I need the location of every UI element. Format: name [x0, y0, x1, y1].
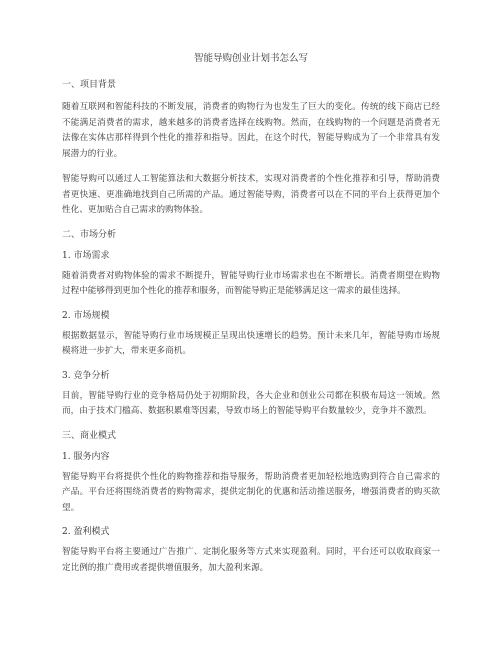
paragraph: 随着消费者对购物体验的需求不断提升，智能导购行业市场需求也在不断增长。消费者期望在购物过程中能够得到更加个性化的推荐和服务，而智能导购正是能够满足这一需求的最佳选择。	[62, 270, 440, 296]
subheading-competition: 3. 竞争分析	[62, 370, 110, 381]
section-heading-background: 一、项目背景	[62, 80, 117, 90]
paragraph: 智能导购可以通过人工智能算法和大数据分析技术，实现对消费者的个性化推荐和引导，帮助消费者更快速、更准确地找到自己所需的产品。通过智能导购，消费者可以在不同的平台上获得更加个性化、更加贴合自己需求的购物体验。	[62, 174, 440, 215]
subheading-market-size: 2. 市场规模	[62, 310, 110, 321]
section-heading-business-model: 三、商业模式	[62, 430, 117, 441]
document-title: 智能导购创业计划书怎么写	[193, 53, 308, 64]
paragraph: 随着互联网和智能科技的不断发展，消费者的购物行为也发生了巨大的变化。传统的线下商店已经不能满足消费者的需求，越来越多的消费者选择在线购物。然而，在线购物的一个问题是消费者无法像在实体店那样得到个性化的推荐和指导。因此，在这个时代，智能导购成为了一个非常具有发展潜力的行业。	[62, 102, 440, 159]
paragraph: 目前，智能导购行业的竞争格局仍处于初期阶段，各大企业和创业公司都在积极布局这一领域。然而，由于技术门槛高、数据积累难等因素，导致市场上的智能导购平台数量较少，竞争并不激烈。	[62, 390, 440, 416]
subheading-market-demand: 1. 市场需求	[62, 250, 110, 261]
paragraph: 智能导购平台将提供个性化的购物推荐和指导服务，帮助消费者更加轻松地选购到符合自己需求的产品。平台还将围绕消费者的购物需求，提供定制化的优惠和活动推送服务，增强消费者的购买欲望。	[62, 471, 440, 513]
subheading-service-content: 1. 服务内容	[62, 451, 110, 462]
paragraph: 根据数据显示，智能导购行业市场规模正呈现出快速增长的趋势。预计未来几年，智能导购市场规模将进一步扩大，带来更多商机。	[62, 330, 440, 356]
paragraph: 智能导购平台将主要通过广告推广、定制化服务等方式来实现盈利。同时，平台还可以收取商家一定比例的推广费用或者提供增值服务，加大盈利来源。	[62, 547, 440, 573]
section-heading-market-analysis: 二、市场分析	[62, 229, 117, 240]
subheading-profit-model: 2. 盈利模式	[62, 527, 110, 537]
